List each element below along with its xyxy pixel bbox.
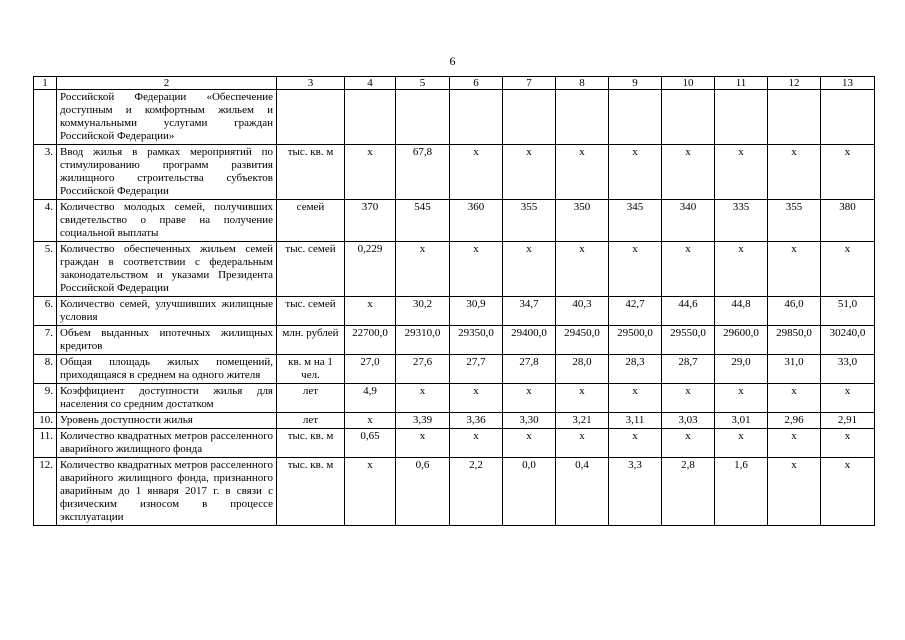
unit-of-measure: млн. рублей: [277, 326, 345, 355]
row-number: [34, 90, 57, 145]
indicator-value: 545: [396, 200, 450, 242]
unit-of-measure: тыс. кв. м: [277, 458, 345, 526]
indicator-value: 3,11: [609, 413, 662, 429]
column-header: 5: [396, 77, 450, 90]
indicator-value: х: [503, 384, 556, 413]
indicator-value: 2,91: [821, 413, 875, 429]
unit-of-measure: тыс. семей: [277, 297, 345, 326]
indicator-value: х: [715, 429, 768, 458]
indicator-value: х: [715, 242, 768, 297]
indicator-value: х: [345, 297, 396, 326]
indicator-value: 345: [609, 200, 662, 242]
table-row: [34, 200, 875, 242]
indicator-value: 29400,0: [503, 326, 556, 355]
indicator-value: х: [609, 429, 662, 458]
indicator-value: х: [503, 429, 556, 458]
indicator-value: х: [345, 145, 396, 200]
indicator-value: 2,96: [768, 413, 821, 429]
table-row: [34, 355, 875, 384]
indicator-value: 27,0: [345, 355, 396, 384]
indicator-value: 4,9: [345, 384, 396, 413]
unit-of-measure: тыс. семей: [277, 242, 345, 297]
indicator-value: 40,3: [556, 297, 609, 326]
column-header: 9: [609, 77, 662, 90]
indicator-name: Коэффициент доступности жилья для населения со средним достатком: [57, 384, 277, 413]
indicator-value: 2,2: [450, 458, 503, 526]
unit-of-measure: тыс. кв. м: [277, 145, 345, 200]
row-number: 8.: [34, 355, 57, 384]
indicator-value: 31,0: [768, 355, 821, 384]
indicator-value: 29,0: [715, 355, 768, 384]
indicator-value: 28,0: [556, 355, 609, 384]
indicator-name: Количество молодых семей, получивших свидетельство о праве на получение социальной выплаты: [57, 200, 277, 242]
indicator-value: х: [715, 145, 768, 200]
indicator-value: 340: [662, 200, 715, 242]
indicator-value: х: [662, 384, 715, 413]
table-row: [34, 242, 875, 297]
indicator-value: 33,0: [821, 355, 875, 384]
column-header: 7: [503, 77, 556, 90]
indicator-value: 27,6: [396, 355, 450, 384]
indicator-name: Количество квадратных метров расселенного аварийного жилищного фонда, признанного аварийным до 1 января 2017 г. в связи с физическим износом в процессе эксплуатации: [57, 458, 277, 526]
indicator-name: Количество квадратных метров расселенного аварийного жилищного фонда: [57, 429, 277, 458]
indicator-value: 3,36: [450, 413, 503, 429]
column-header: 11: [715, 77, 768, 90]
column-header: 1: [34, 77, 57, 90]
indicator-name: Количество семей, улучшивших жилищные условия: [57, 297, 277, 326]
indicator-value: [768, 90, 821, 145]
indicator-value: 0,65: [345, 429, 396, 458]
indicator-value: 3,03: [662, 413, 715, 429]
indicator-value: [662, 90, 715, 145]
indicator-value: 22700,0: [345, 326, 396, 355]
indicator-value: 29310,0: [396, 326, 450, 355]
indicator-value: [450, 90, 503, 145]
header-row: [34, 77, 875, 90]
indicator-value: 27,8: [503, 355, 556, 384]
indicator-value: х: [556, 384, 609, 413]
indicator-value: 51,0: [821, 297, 875, 326]
indicator-value: 350: [556, 200, 609, 242]
indicator-value: 44,6: [662, 297, 715, 326]
indicator-value: 34,7: [503, 297, 556, 326]
unit-of-measure: лет: [277, 384, 345, 413]
indicator-name: Ввод жилья в рамках мероприятий по стимулированию программ развития жилищного строительства субъектов Российской Федерации: [57, 145, 277, 200]
indicator-value: 0,0: [503, 458, 556, 526]
indicator-value: х: [768, 429, 821, 458]
indicator-value: 67,8: [396, 145, 450, 200]
unit-of-measure: кв. м на 1 чел.: [277, 355, 345, 384]
indicator-value: 380: [821, 200, 875, 242]
indicator-value: 3,3: [609, 458, 662, 526]
indicator-value: 29350,0: [450, 326, 503, 355]
row-number: 11.: [34, 429, 57, 458]
indicator-value: 29450,0: [556, 326, 609, 355]
indicator-value: 335: [715, 200, 768, 242]
column-header: 12: [768, 77, 821, 90]
column-header: 3: [277, 77, 345, 90]
row-number: 4.: [34, 200, 57, 242]
indicator-value: 28,7: [662, 355, 715, 384]
indicator-value: х: [662, 145, 715, 200]
indicator-value: 30240,0: [821, 326, 875, 355]
indicator-value: х: [821, 242, 875, 297]
indicator-value: 0,229: [345, 242, 396, 297]
column-header: 13: [821, 77, 875, 90]
table-row: [34, 297, 875, 326]
indicator-value: х: [556, 242, 609, 297]
indicator-value: х: [768, 384, 821, 413]
indicator-name: Количество обеспеченных жильем семей граждан в соответствии с федеральным законодательством и указами Президента Российской Федерации: [57, 242, 277, 297]
unit-of-measure: тыс. кв. м: [277, 429, 345, 458]
indicator-value: х: [450, 242, 503, 297]
column-header: 6: [450, 77, 503, 90]
indicator-value: 29550,0: [662, 326, 715, 355]
indicator-name: Общая площадь жилых помещений, приходящаяся в среднем на одного жителя: [57, 355, 277, 384]
row-number: 3.: [34, 145, 57, 200]
indicator-value: х: [556, 429, 609, 458]
indicator-value: 27,7: [450, 355, 503, 384]
indicator-value: х: [396, 242, 450, 297]
table-row: [34, 90, 875, 145]
indicator-value: х: [396, 384, 450, 413]
indicator-value: х: [609, 145, 662, 200]
indicator-value: 30,2: [396, 297, 450, 326]
indicator-value: х: [715, 384, 768, 413]
unit-of-measure: [277, 90, 345, 145]
indicator-value: 2,8: [662, 458, 715, 526]
indicator-value: 3,30: [503, 413, 556, 429]
indicator-value: 0,6: [396, 458, 450, 526]
row-number: 6.: [34, 297, 57, 326]
column-header: 2: [57, 77, 277, 90]
indicator-value: [821, 90, 875, 145]
indicator-value: х: [450, 429, 503, 458]
indicator-value: х: [556, 145, 609, 200]
indicator-value: х: [821, 429, 875, 458]
indicator-value: 1,6: [715, 458, 768, 526]
indicator-value: х: [450, 145, 503, 200]
indicator-value: [609, 90, 662, 145]
indicator-name: Российской Федерации «Обеспечение доступным и комфортным жильем и коммунальными услугами граждан Российской Федерации»: [57, 90, 277, 145]
indicator-value: х: [396, 429, 450, 458]
indicator-value: х: [503, 242, 556, 297]
unit-of-measure: семей: [277, 200, 345, 242]
table-row: [34, 458, 875, 526]
indicator-value: 46,0: [768, 297, 821, 326]
indicator-value: 360: [450, 200, 503, 242]
indicator-value: 42,7: [609, 297, 662, 326]
column-header: 8: [556, 77, 609, 90]
indicator-value: х: [503, 145, 556, 200]
indicator-value: 30,9: [450, 297, 503, 326]
indicator-value: х: [662, 429, 715, 458]
indicator-value: х: [662, 242, 715, 297]
table-row: [34, 145, 875, 200]
row-number: 7.: [34, 326, 57, 355]
indicator-value: 355: [768, 200, 821, 242]
table-row: [34, 326, 875, 355]
indicator-value: х: [345, 458, 396, 526]
row-number: 10.: [34, 413, 57, 429]
indicator-value: х: [768, 458, 821, 526]
indicator-value: х: [609, 242, 662, 297]
indicator-value: х: [345, 413, 396, 429]
indicators-table: [33, 76, 875, 526]
indicator-value: 29500,0: [609, 326, 662, 355]
indicator-name: Объем выданных ипотечных жилищных кредитов: [57, 326, 277, 355]
row-number: 9.: [34, 384, 57, 413]
indicator-value: х: [821, 458, 875, 526]
indicator-value: х: [821, 145, 875, 200]
row-number: 12.: [34, 458, 57, 526]
indicator-value: х: [609, 384, 662, 413]
page-number: 6: [449, 54, 456, 68]
indicator-value: 370: [345, 200, 396, 242]
table-row: [34, 429, 875, 458]
indicator-value: 3,21: [556, 413, 609, 429]
indicator-value: 3,39: [396, 413, 450, 429]
indicator-value: [715, 90, 768, 145]
indicator-value: 3,01: [715, 413, 768, 429]
indicator-value: 0,4: [556, 458, 609, 526]
indicator-value: 29850,0: [768, 326, 821, 355]
indicator-value: [503, 90, 556, 145]
indicator-value: 355: [503, 200, 556, 242]
table-row: [34, 413, 875, 429]
indicator-value: х: [821, 384, 875, 413]
indicator-value: [556, 90, 609, 145]
indicator-value: 28,3: [609, 355, 662, 384]
unit-of-measure: лет: [277, 413, 345, 429]
indicator-value: х: [450, 384, 503, 413]
indicator-value: 29600,0: [715, 326, 768, 355]
indicator-value: х: [768, 242, 821, 297]
indicator-value: х: [768, 145, 821, 200]
indicator-value: 44,8: [715, 297, 768, 326]
indicator-value: [345, 90, 396, 145]
column-header: 10: [662, 77, 715, 90]
column-header: 4: [345, 77, 396, 90]
row-number: 5.: [34, 242, 57, 297]
indicator-value: [396, 90, 450, 145]
indicator-name: Уровень доступности жилья: [57, 413, 277, 429]
table-row: [34, 384, 875, 413]
